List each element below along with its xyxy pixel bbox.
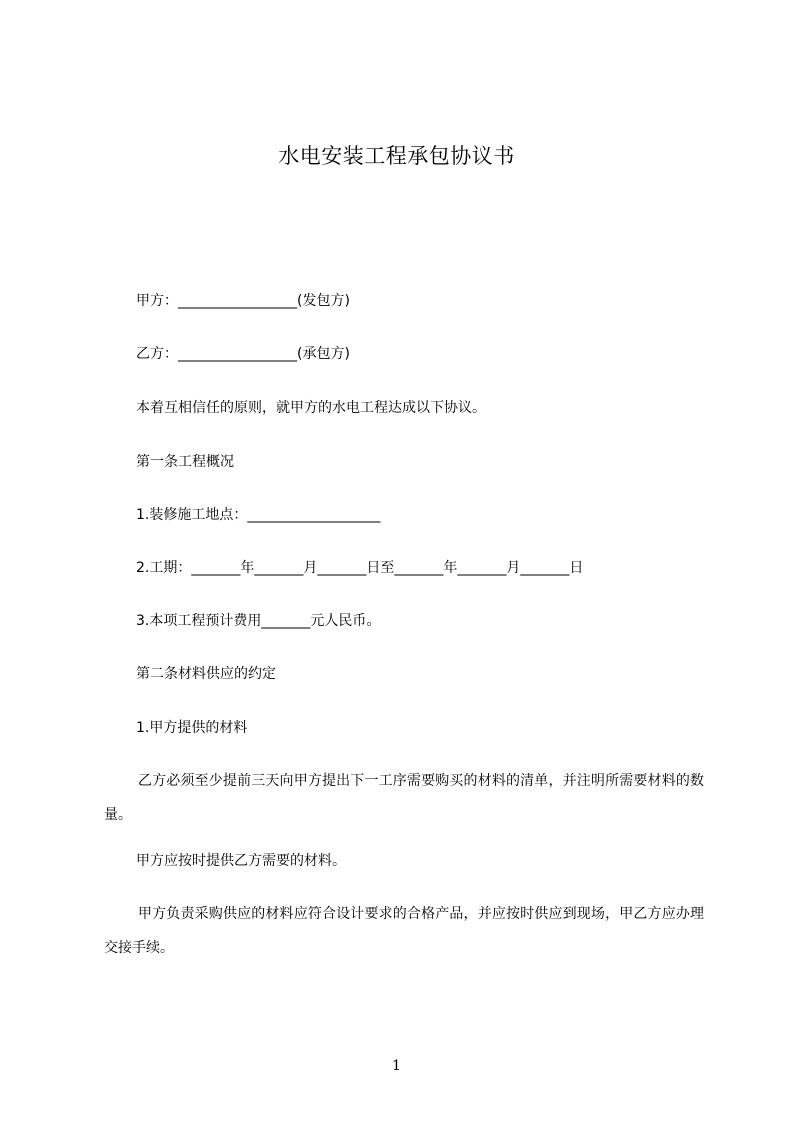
party-b-line: 乙方：_________________(承包方) (136, 346, 350, 362)
document-title: 水电安装工程承包协议书 (278, 144, 515, 168)
party-a-line: 甲方：_________________(发包方) (136, 293, 350, 309)
intro-paragraph: 本着互相信任的原则，就甲方的水电工程达成以下协议。 (136, 400, 486, 416)
paragraph-material-list: 乙方必须至少提前三天向甲方提出下一工序需要购买的材料的清单，并注明所需要材料的数量。 (104, 773, 704, 823)
item-3-cost: 3.本项工程预计费用_______元人民币。 (136, 613, 381, 629)
article-1-heading: 第一条工程概况 (136, 454, 234, 470)
paragraph-material-quality: 甲方负责采购供应的材料应符合设计要求的合格产品，并应按时供应到现场，甲乙方应办理交接手续。 (104, 906, 704, 956)
item-2-period: 2.工期：_______年_______月_______日至_______年_______月_______日 (136, 560, 584, 576)
item-1-location: 1.装修施工地点：___________________ (136, 507, 381, 523)
paragraph-provide-materials: 甲方应按时提供乙方需要的材料。 (136, 853, 346, 869)
page-number: 1 (392, 1058, 401, 1074)
article-2-heading: 第二条材料供应的约定 (136, 666, 276, 682)
subsection-1-heading: 1.甲方提供的材料 (136, 720, 248, 736)
